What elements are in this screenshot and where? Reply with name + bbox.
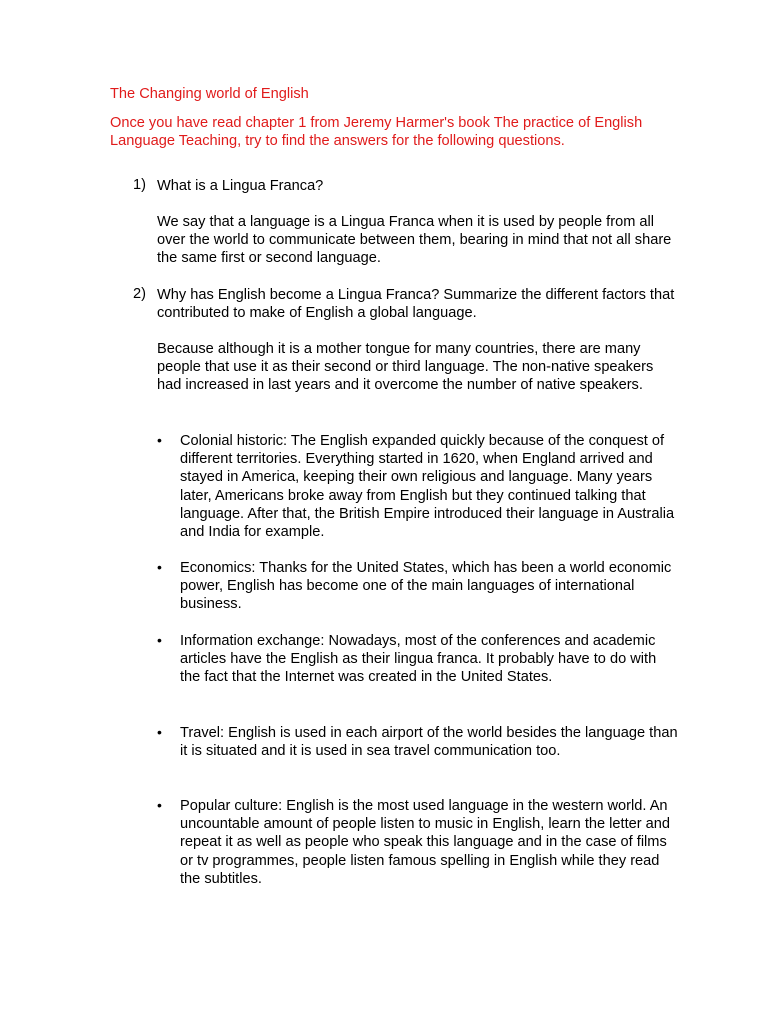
answer-paragraph: We say that a language is a Lingua Franca when it is used by people from all over the world to communicate between them, bearing in mind that not all share the same first or second language. <box>157 214 672 267</box>
question-number: 2) <box>133 286 146 302</box>
factor-item: Economics: Thanks for the United States, which has been a world economic power, English has become one of the main languages of international business. <box>180 560 672 613</box>
instructions-text: Once you have read chapter 1 from Jeremy Harmer's book The practice of English Language Teaching, try to find the answers for the following questions. <box>110 115 643 149</box>
answer-paragraph: Because although it is a mother tongue for many countries, there are many people that use it as their second or third language. The non-native speakers had increased in last years and it overcome the number of native speakers. <box>157 341 654 394</box>
question-text: What is a Lingua Franca? <box>157 178 324 194</box>
question-number: 1) <box>133 177 146 193</box>
document-title: The Changing world of English <box>110 86 309 102</box>
bullet-icon: • <box>157 632 162 648</box>
bullet-icon: • <box>157 797 162 813</box>
factor-item: Information exchange: Nowadays, most of the conferences and academic articles have the English as their lingua franca. It probably have to do with the fact that the Internet was created in the United States. <box>180 633 657 686</box>
bullet-icon: • <box>157 432 162 448</box>
factor-item: Popular culture: English is the most used language in the western world. An uncountable amount of people listen to music in English, learn the letter and repeat it as well as people who speak this language and in the case of films or tv programmes, people listen famous spelling in English while they read the subtitles. <box>180 798 671 887</box>
bullet-icon: • <box>157 559 162 575</box>
question-text: Why has English become a Lingua Franca? Summarize the different factors that contributed to make of English a global language. <box>157 287 675 322</box>
factor-item: Colonial historic: The English expanded quickly because of the conquest of different territories. Everything started in 1620, when England arrived and stayed in America, keeping their own religious and language. Many years later, Americans broke away from English but they continued talking that language. After that, the British Empire introduced their language in Australia and India for example. <box>180 433 675 541</box>
factor-item: Travel: English is used in each airport of the world besides the language than it is situated and it is used in sea travel communication too. <box>180 725 678 760</box>
bullet-icon: • <box>157 724 162 740</box>
